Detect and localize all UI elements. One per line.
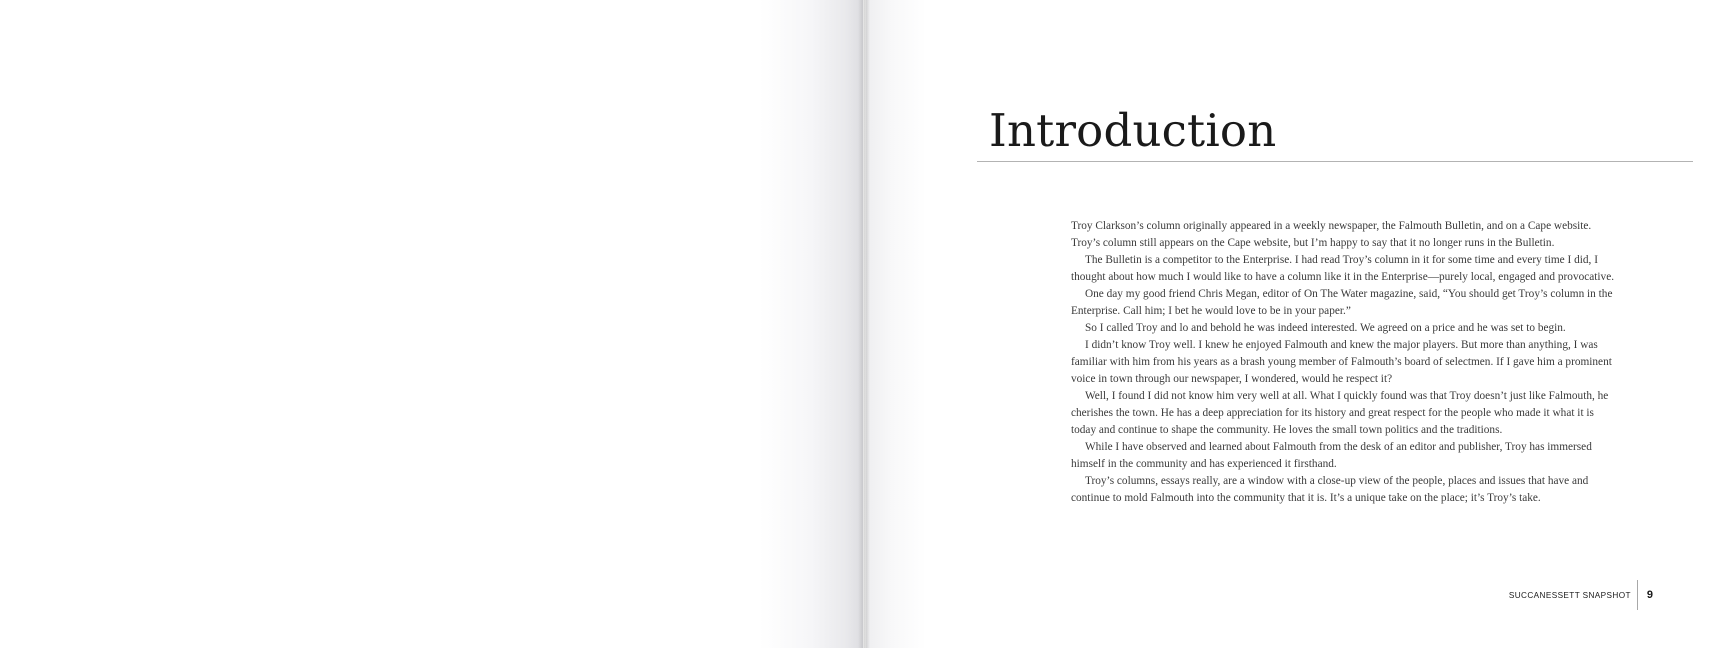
running-title: SUCCANESSETT SNAPSHOT bbox=[1508, 590, 1631, 600]
paragraph: Well, I found I did not know him very well at all. What I quickly found was that Troy doesn’t just like Falmouth, he cherishes the town. He has a deep appreciation for its history and great respect for the people who made it what it is today and continue to shape the community. He loves the small town politics and the traditions. bbox=[1071, 390, 1609, 436]
paragraph: Troy Clarkson’s column originally appeared in a weekly newspaper, the Falmouth Bulletin, and on a Cape website. Troy’s column still appears on the Cape website, but I’m happy to say that it no longer runs in the Bulletin. bbox=[1071, 220, 1592, 249]
paragraph: The Bulletin is a competitor to the Enterprise. I had read Troy’s column in it for some time and every time I did, I thought about how much I would like to have a column like it in the Enterprise—purely local, engaged and provocative. bbox=[1071, 254, 1615, 283]
title-rule bbox=[977, 161, 1693, 162]
chapter-title: Introduction bbox=[989, 104, 1277, 157]
page-number: 9 bbox=[1646, 589, 1653, 601]
page-footer bbox=[1509, 580, 1653, 610]
book-gutter-shadow bbox=[858, 0, 870, 648]
paragraph: Troy’s columns, essays really, are a window with a close-up view of the people, places and issues that have and continue to mold Falmouth into the community that it is. It’s a unique take on the place; it’s Troy’s take. bbox=[1071, 475, 1589, 504]
footer-divider bbox=[1637, 580, 1638, 610]
left-page-blank bbox=[0, 0, 863, 648]
paragraph: I didn’t know Troy well. I knew he enjoyed Falmouth and knew the major players. But more than anything, I was familiar with him from his years as a brash young member of Falmouth’s board of selectmen. If I gave him a prominent voice in town through our newspaper, I wondered, would he respect it? bbox=[1071, 339, 1612, 385]
introduction-body bbox=[1071, 218, 1616, 507]
paragraph: One day my good friend Chris Megan, editor of On The Water magazine, said, “You should get Troy’s column in the Enterprise. Call him; I bet he would love to be in your paper.” bbox=[1071, 288, 1613, 317]
paragraph: While I have observed and learned about Falmouth from the desk of an editor and publisher, Troy has immersed himself in the community and has experienced it firsthand. bbox=[1071, 441, 1592, 470]
paragraph: So I called Troy and lo and behold he was indeed interested. We agreed on a price and he was set to begin. bbox=[1085, 322, 1566, 334]
